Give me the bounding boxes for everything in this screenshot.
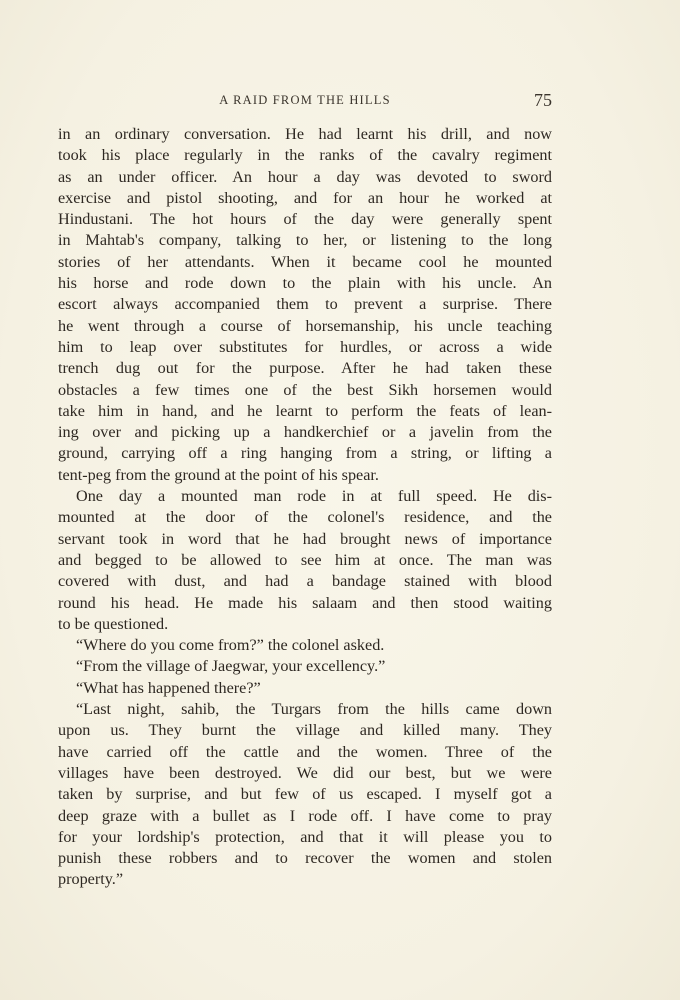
text-line: take him in hand, and he learnt to perform the feats of lean-: [58, 401, 552, 420]
paragraph-start-line: One day a mounted man rode in at full speed. He dis-: [76, 487, 552, 506]
text-line: ing over and picking up a handkerchief or a javelin from the: [58, 423, 552, 442]
text-line: in an ordinary conversation. He had learnt his drill, and now: [58, 125, 552, 143]
text-line: taken by surprise, and but few of us escaped. I myself got a: [58, 785, 552, 804]
text-line: tent-peg from the ground at the point of his spear.: [58, 465, 379, 484]
text-line: him to leap over substitutes for hurdles, or across a wide: [58, 337, 552, 356]
text-line: punish these robbers and to recover the women and stolen: [58, 849, 552, 868]
text-line: as an under officer. An hour a day was devoted to sword: [58, 167, 552, 186]
text-line: stories of her attendants. When it became cool he mounted: [58, 252, 552, 271]
running-title: A RAID FROM THE HILLS: [219, 93, 391, 107]
text-line: he went through a course of horsemanship, his uncle teaching: [58, 316, 552, 335]
text-line: his horse and rode down to the plain with his uncle. An: [58, 274, 552, 293]
text-line: have carried off the cattle and the women. Three of the: [58, 742, 552, 761]
dialogue-line: “From the village of Jaegwar, your excellency.”: [76, 657, 386, 676]
text-line: obstacles a few times one of the best Sikh horsemen would: [58, 380, 552, 399]
text-line: trench dug out for the purpose. After he had taken these: [58, 359, 552, 378]
dialogue-line: “What has happened there?”: [76, 678, 261, 697]
text-line: and begged to be allowed to see him at once. The man was: [58, 550, 552, 569]
text-line: covered with dust, and had a bandage stained with blood: [58, 572, 552, 591]
text-line: for your lordship's protection, and that it will please you to: [58, 827, 552, 846]
text-line: mounted at the door of the colonel's residence, and the: [58, 508, 552, 527]
body-text: [58, 124, 552, 891]
text-line: escort always accompanied them to prevent a surprise. There: [58, 295, 552, 314]
text-line: villages have been destroyed. We did our best, but we were: [58, 763, 552, 782]
paragraph-start-line: “Last night, sahib, the Turgars from the hills came down: [76, 700, 552, 719]
text-line: servant took in word that he had brought news of importance: [58, 529, 552, 548]
dialogue-line: “Where do you come from?” the colonel asked.: [76, 636, 385, 655]
text-line: took his place regularly in the ranks of the cavalry regiment: [58, 146, 552, 165]
text-line: ground, carrying off a ring hanging from a string, or lifting a: [58, 444, 552, 463]
text-line: deep graze with a bullet as I rode off. I have come to pray: [58, 806, 552, 825]
text-line: property.”: [58, 870, 124, 889]
text-line: Hindustani. The hot hours of the day were generally spent: [58, 210, 552, 229]
text-line: exercise and pistol shooting, and for an hour he worked at: [58, 188, 552, 207]
running-head: [58, 90, 552, 112]
text-line: in Mahtab's company, talking to her, or listening to the long: [58, 231, 552, 250]
text-line: round his head. He made his salaam and then stood waiting: [58, 593, 552, 612]
text-line: upon us. They burnt the village and killed many. They: [58, 721, 552, 740]
page-number: 75: [534, 90, 552, 110]
text-line: to be questioned.: [58, 614, 169, 633]
